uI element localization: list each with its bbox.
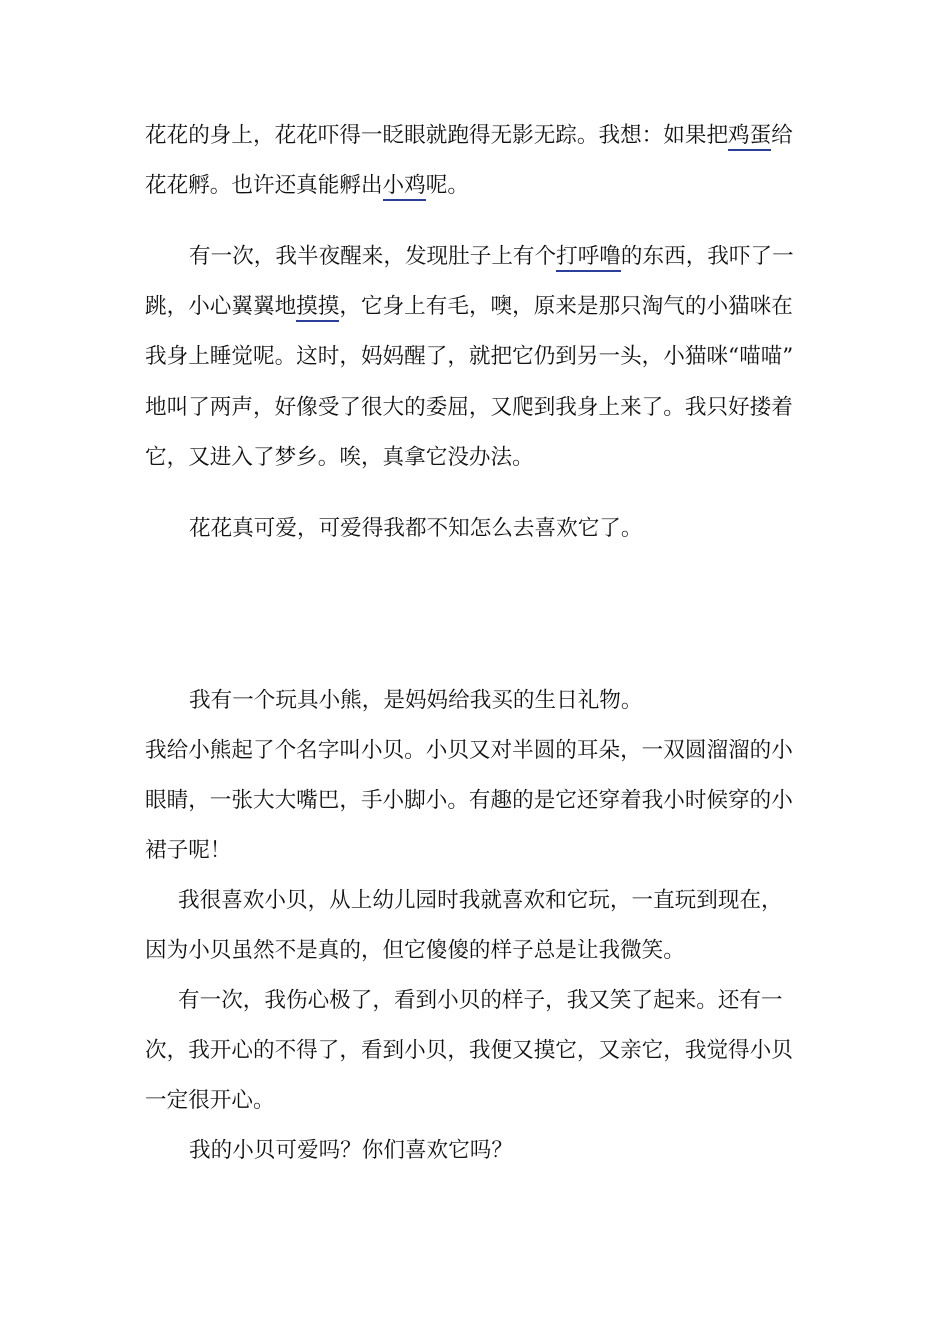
- word-link[interactable]: 打呼噜: [556, 244, 621, 272]
- story2-p2-line3: 裙子呢！: [145, 838, 232, 863]
- story1-p2-line2: [145, 292, 793, 322]
- story2-p5: 我的小贝可爱吗？你们喜欢它吗？: [189, 1138, 513, 1163]
- text: 有一次，我半夜醒来，发现肚子上有个: [189, 244, 557, 269]
- text: 跳，小心翼翼地: [145, 294, 297, 319]
- story1-p2-line1: [189, 242, 794, 272]
- story2-p1: 我有一个玩具小熊，是妈妈给我买的生日礼物。: [189, 688, 643, 713]
- text: ，它身上有毛，噢，原来是那只淘气的小猫咪在: [339, 294, 793, 319]
- story1-p1-line2: [145, 171, 469, 201]
- story2-p2-line2: 眼睛，一张大大嘴巴，手小脚小。有趣的是它还穿着我小时候穿的小: [145, 788, 793, 813]
- text: 的东西，我吓了一: [620, 244, 794, 269]
- story2-p2-line1: 我给小熊起了个名字叫小贝。小贝又对半圆的耳朵，一双圆溜溜的小: [145, 738, 793, 763]
- story1-p2-line4: 地叫了两声，好像受了很大的委屈，又爬到我身上来了。我只好搂着: [145, 395, 793, 420]
- text: 呢。: [425, 173, 469, 198]
- text: 花花的身上，花花吓得一眨眼就跑得无影无踪。我想：如果把: [145, 123, 729, 148]
- story2-p4-line3: 一定很开心。: [145, 1088, 275, 1113]
- story2-p3-line2: 因为小贝虽然不是真的，但它傻傻的样子总是让我微笑。: [145, 938, 685, 963]
- story2-p4-line2: 次，我开心的不得了，看到小贝，我便又摸它，又亲它，我觉得小贝: [145, 1038, 793, 1063]
- story1-p3: 花花真可爱，可爱得我都不知怎么去喜欢它了。: [189, 516, 643, 541]
- word-link[interactable]: 鸡蛋: [728, 123, 771, 151]
- story1-p1-line1: [145, 121, 793, 151]
- story2-p3-line1: 我很喜欢小贝，从上幼儿园时我就喜欢和它玩，一直玩到现在，: [178, 888, 783, 913]
- text: 给: [771, 123, 793, 148]
- story1-p2-line5: 它，又进入了梦乡。唉，真拿它没办法。: [145, 445, 534, 470]
- text: 花花孵。也许还真能孵出: [145, 173, 383, 198]
- word-link[interactable]: 摸摸: [296, 294, 339, 322]
- story1-p2-line3: 我身上睡觉呢。这时，妈妈醒了，就把它仍到另一头，小猫咪“喵喵”: [145, 344, 794, 369]
- word-link[interactable]: 小鸡: [383, 173, 426, 201]
- story2-p4-line1: 有一次，我伤心极了，看到小贝的样子，我又笑了起来。还有一: [178, 988, 783, 1013]
